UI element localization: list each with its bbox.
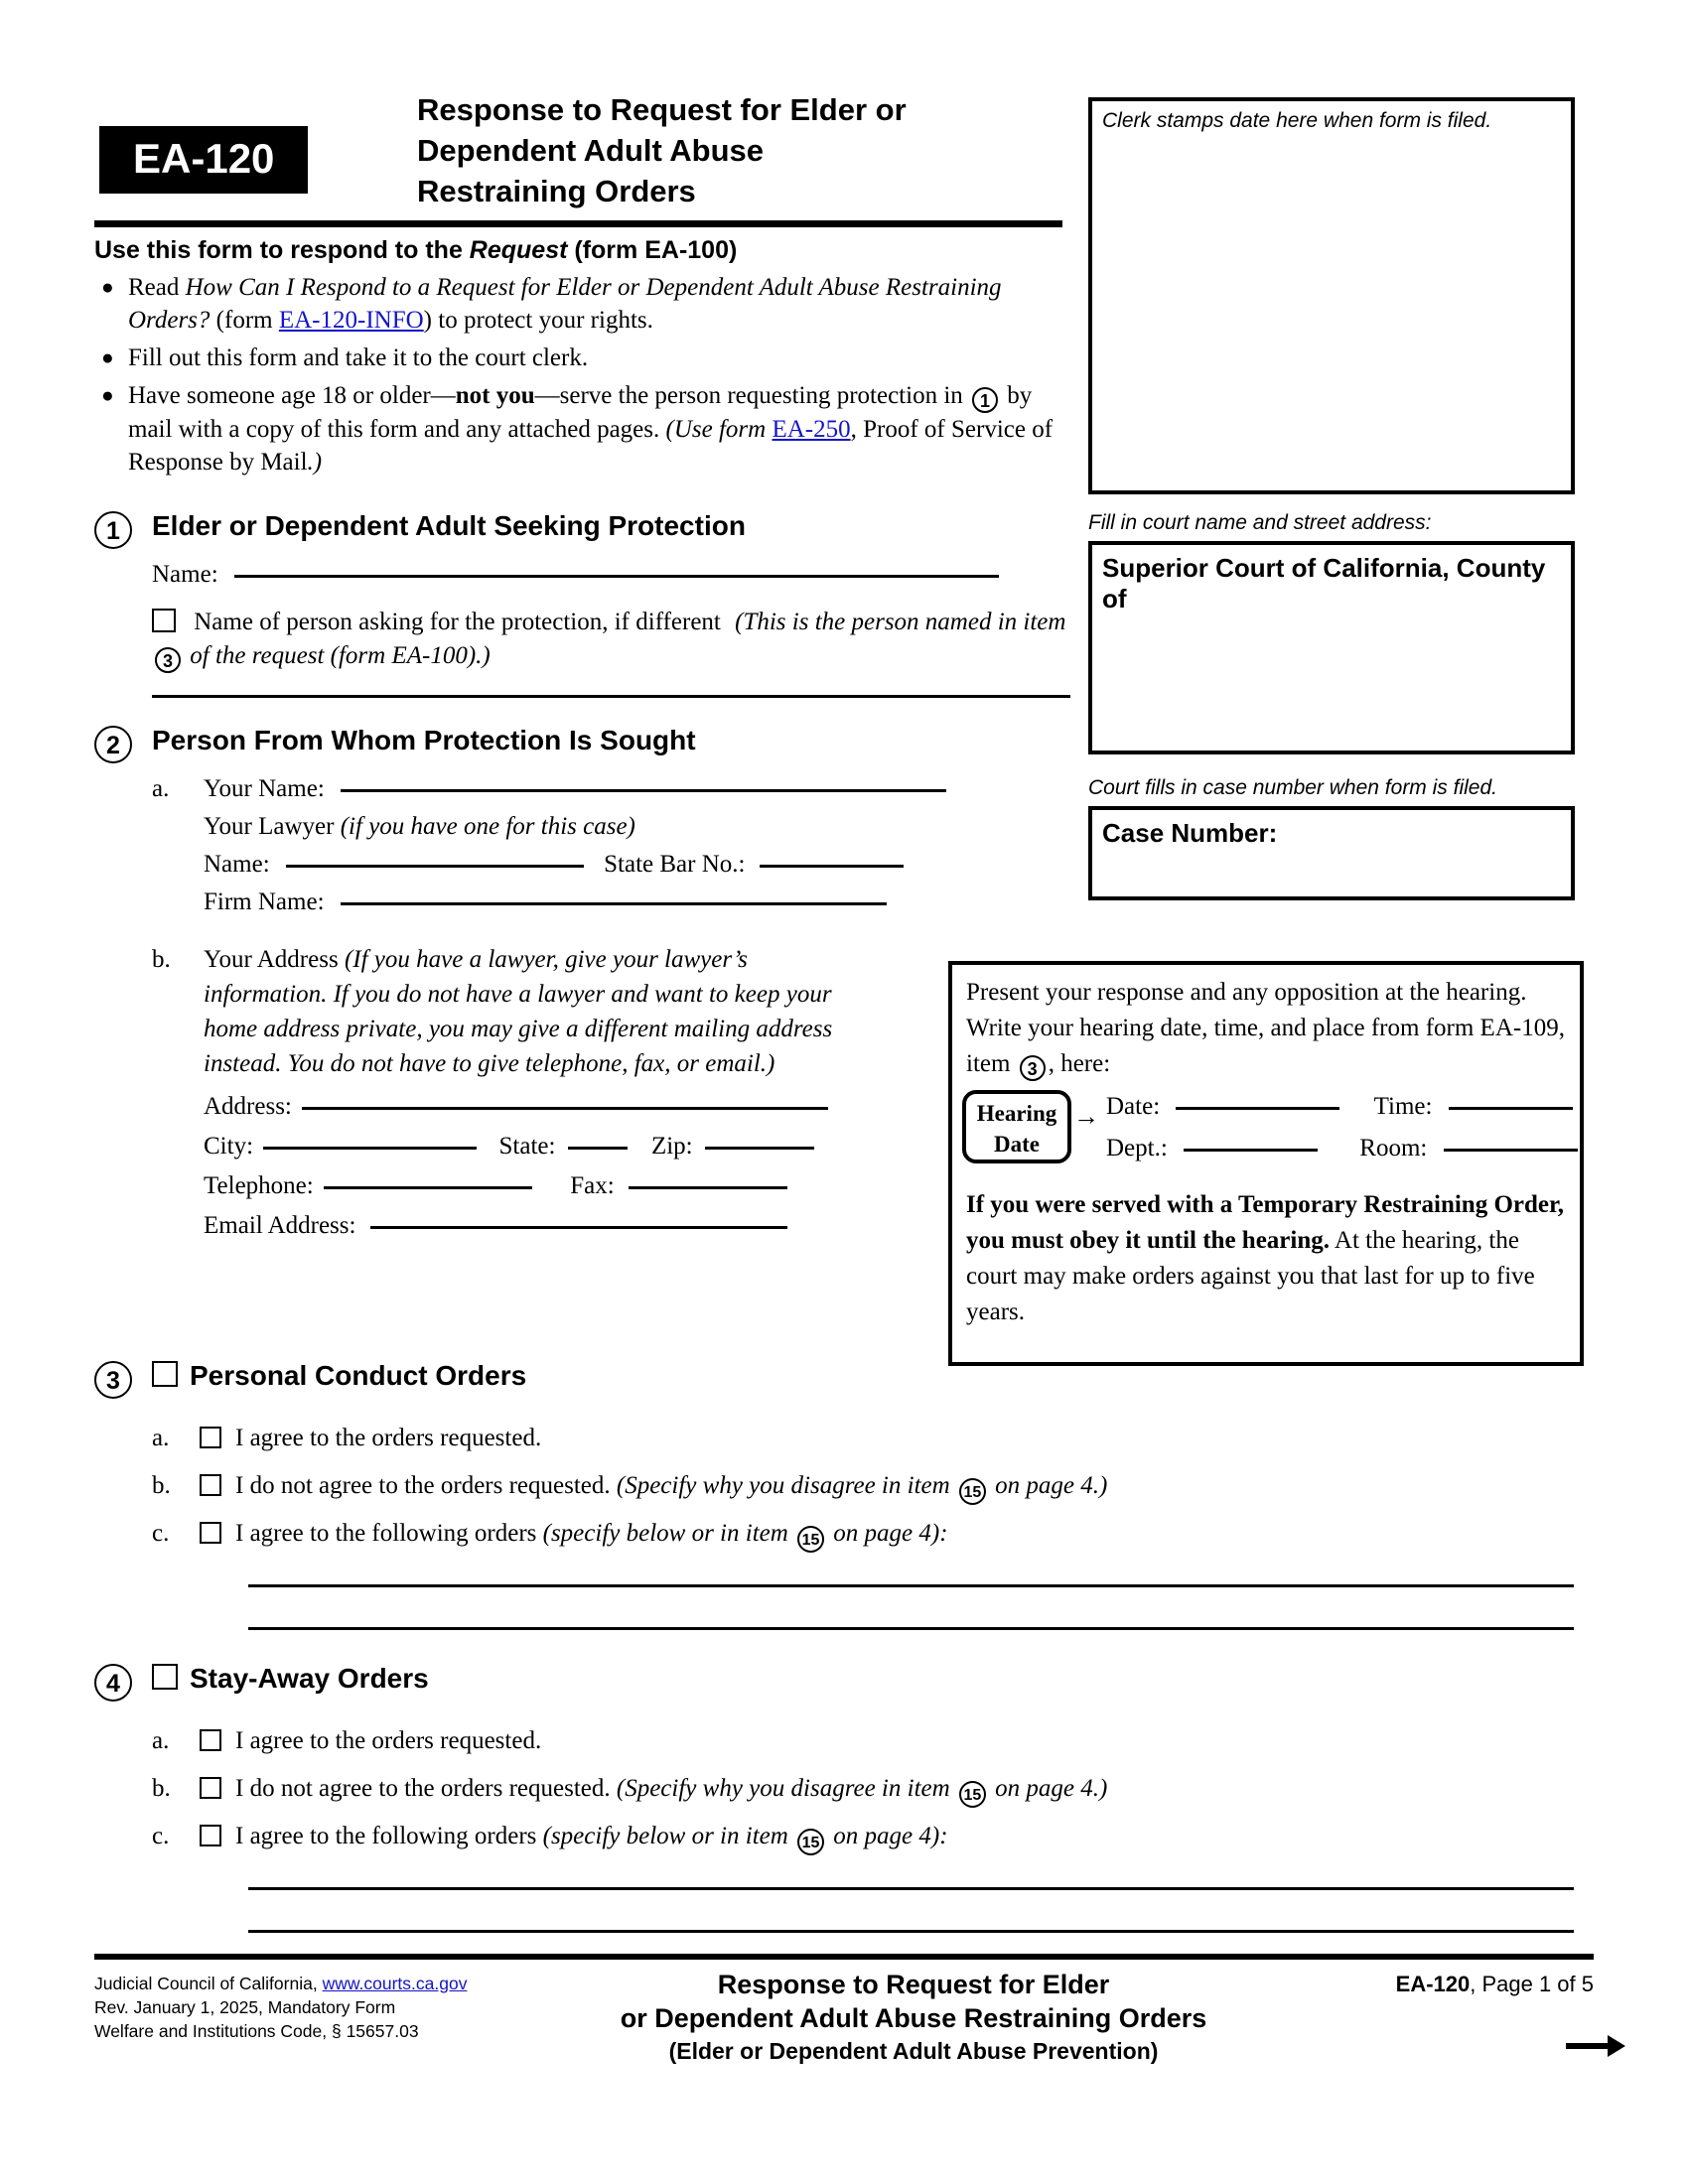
- section-3-item-b-text: I do not agree to the orders requested.: [235, 1472, 617, 1499]
- hearing-warning: [952, 1181, 1580, 1330]
- state-bar-label: State Bar No.:: [604, 851, 746, 878]
- state-input[interactable]: [568, 1147, 628, 1150]
- telephone-label: Telephone:: [204, 1172, 314, 1199]
- section-4-item-a-marker: a.: [152, 1727, 170, 1754]
- footer-form-code: EA-120: [1395, 1972, 1471, 1996]
- circled-ref-3-icon: 3: [155, 647, 181, 673]
- state-label: State:: [498, 1133, 556, 1160]
- intro-bullet-3: [94, 379, 1072, 478]
- section-3-item-c-italic: (specify below or in item: [542, 1520, 795, 1547]
- intro-bullet-2: [94, 341, 1072, 374]
- section-4-item-b-marker: b.: [152, 1775, 171, 1802]
- footer-legal-info: [94, 1972, 521, 2043]
- bullet3-p3: by mail with a copy of this form and any attached pages.: [128, 382, 1033, 443]
- section-3-write-in-line-2[interactable]: [248, 1627, 1574, 1630]
- hearing-dept-label: Dept.:: [1106, 1135, 1168, 1161]
- section-3-number-wrap: [94, 1358, 152, 1399]
- section-1-note-part-2: of the request (form EA-100).): [184, 642, 491, 669]
- section-4-item-a-text: I agree to the orders requested.: [235, 1727, 542, 1754]
- circled-ref-3-icon: 3: [1020, 1055, 1046, 1081]
- section-1-name-input[interactable]: [234, 575, 999, 578]
- link-ea-250[interactable]: EA-250: [772, 416, 851, 443]
- link-ea-120-info[interactable]: EA-120-INFO: [278, 307, 424, 334]
- hearing-time-input[interactable]: [1449, 1107, 1573, 1110]
- city-state-zip-row: [204, 1127, 1072, 1166]
- fax-label: Fax:: [570, 1172, 615, 1199]
- hearing-intro-part-2: , here:: [1048, 1050, 1111, 1077]
- section-4-header: [94, 1661, 1594, 1702]
- address-input[interactable]: [302, 1107, 828, 1110]
- circled-ref-15-icon: 15: [797, 1526, 824, 1553]
- form-code-badge: EA-120: [99, 126, 308, 194]
- section-2b-text: [204, 942, 859, 1081]
- hearing-intro-part-1: Present your response and any opposition at the hearing. Write your hearing date, time, and place from form EA-109, item: [966, 979, 1565, 1077]
- form-title-line-3: Restraining Orders: [417, 174, 696, 208]
- intro-bullet-3-text: [128, 379, 1072, 478]
- address-label: Address:: [204, 1093, 292, 1120]
- hearing-date-badge: [962, 1090, 1071, 1163]
- section-3-item-c-text: I agree to the following orders: [235, 1520, 543, 1547]
- intro-block: [94, 234, 1072, 478]
- arrow-right-icon: →: [1073, 1102, 1099, 1131]
- section-4-number-wrap: [94, 1661, 152, 1702]
- bullet1-lead: Read: [128, 274, 186, 301]
- hearing-warning-bold: If you were served with a Temporary Restraining Order, you must obey it until the hearing.: [966, 1191, 1565, 1254]
- section-3-item-b-marker: b.: [152, 1472, 171, 1499]
- section-4: [94, 1661, 1594, 1933]
- intro-heading: [94, 234, 1072, 266]
- section-number-icon: 3: [94, 1361, 132, 1399]
- footer-page-number: , Page 1 of 5: [1470, 1972, 1594, 1996]
- email-input[interactable]: [370, 1226, 787, 1229]
- section-3-item-c: [152, 1510, 1594, 1558]
- section-2a-marker: a.: [152, 775, 170, 802]
- section-3-item-c-italic-tail: on page 4):: [827, 1520, 948, 1547]
- email-row: [204, 1206, 1072, 1246]
- section-3-item-a: [152, 1415, 1594, 1462]
- intro-heading-italic: Request: [469, 236, 568, 264]
- bullet-dot-icon: ●: [101, 275, 114, 299]
- circled-ref-15-icon: 15: [797, 1829, 824, 1855]
- section-4-write-in-line-2[interactable]: [248, 1930, 1574, 1933]
- section-1-note-part-1: (This is the person named in item: [735, 609, 1066, 635]
- section-number-icon: 2: [94, 726, 132, 763]
- section-2a-row: [152, 771, 1072, 807]
- clerk-stamp-caption: Clerk stamps date here when form is filed.: [1102, 109, 1492, 132]
- bullet1-italic: How Can I Respond to a Request for Elder or Dependent Adult Abuse Restraining Orders?: [128, 274, 1002, 334]
- footer-divider: [94, 1954, 1594, 1960]
- case-number-box[interactable]: [1088, 806, 1575, 900]
- address-heading-italic: (If you have a lawyer, give your lawyer’s information. If you do not have a lawyer and want to keep your home address private, you may give a different mailing address instead. You do not have to give telephone, fax, or email.): [204, 946, 833, 1077]
- lawyer-heading-row: [204, 809, 1072, 845]
- section-1-name-row: [152, 558, 1072, 592]
- footer-title-line-2: or Dependent Adult Abuse Restraining Orders: [620, 2003, 1207, 2033]
- address-row: [204, 1087, 1072, 1127]
- bullet-dot-icon: ●: [101, 383, 114, 407]
- section-4-item-c-text: I agree to the following orders: [235, 1823, 543, 1849]
- section-4-checkbox[interactable]: [152, 1664, 178, 1690]
- lawyer-heading-italic: (if you have one for this case): [340, 813, 635, 840]
- footer-title-line-1: Response to Request for Elder: [717, 1970, 1110, 1999]
- lawyer-heading-plain: Your Lawyer: [204, 813, 341, 840]
- city-label: City:: [204, 1133, 254, 1160]
- section-1-alt-name-input[interactable]: [152, 695, 1070, 698]
- hearing-date-row: [1106, 1088, 1573, 1126]
- bullet3-p2: —serve the person requesting protection in: [534, 382, 970, 409]
- footer-title-line-3: (Elder or Dependent Adult Abuse Prevention): [668, 2038, 1159, 2064]
- section-4-item-c: [152, 1813, 1594, 1860]
- section-4-item-b-text: I do not agree to the orders requested.: [235, 1775, 617, 1802]
- intro-heading-part-1: Use this form to respond to the: [94, 236, 470, 264]
- section-2-header: [94, 723, 1072, 763]
- intro-bullet-1: [94, 271, 1072, 337]
- hearing-date-label: Date:: [1106, 1093, 1161, 1120]
- footer-page-info: [1306, 1972, 1594, 1997]
- lawyer-name-row: [204, 847, 1072, 883]
- hearing-room-input[interactable]: [1444, 1149, 1578, 1152]
- email-label: Email Address:: [204, 1212, 356, 1239]
- circled-ref-15-icon: 15: [959, 1478, 986, 1505]
- section-4-title-wrap: [152, 1661, 429, 1697]
- section-1-title: Elder or Dependent Adult Seeking Protection: [152, 510, 746, 541]
- footer-form-title: [521, 1968, 1306, 2067]
- address-heading-plain: Your Address: [204, 946, 345, 973]
- zip-input[interactable]: [705, 1147, 814, 1150]
- hearing-dept-input[interactable]: [1184, 1149, 1318, 1152]
- hearing-room-label: Room:: [1359, 1135, 1428, 1161]
- bullet3-italic-close: .): [307, 449, 323, 476]
- section-1-header: [94, 508, 1072, 549]
- hearing-time-label: Time:: [1373, 1093, 1433, 1120]
- section-1-alt-name-row: [152, 606, 1072, 673]
- hearing-dept-row: [1106, 1130, 1578, 1167]
- footer-line-2: Rev. January 1, 2025, Mandatory Form: [94, 1997, 396, 2017]
- section-3-title: Personal Conduct Orders: [190, 1360, 527, 1391]
- case-number-caption: Court fills in case number when form is filed.: [1088, 776, 1497, 799]
- firm-name-row: [204, 885, 1072, 920]
- footer-council-text: Judicial Council of California,: [94, 1974, 323, 1993]
- section-1-name-label: Name:: [152, 561, 218, 588]
- section-3-item-b-italic-tail: on page 4.): [988, 1472, 1108, 1499]
- section-2: [94, 723, 1072, 1246]
- clerk-stamp-box: [1088, 97, 1575, 494]
- section-3-item-b: [152, 1462, 1594, 1510]
- section-3-item-c-marker: c.: [152, 1520, 170, 1547]
- city-input[interactable]: [263, 1147, 477, 1150]
- zip-label: Zip:: [650, 1133, 693, 1160]
- section-4-item-c-italic-tail: on page 4):: [827, 1823, 948, 1849]
- section-4-title: Stay-Away Orders: [190, 1663, 429, 1694]
- intro-heading-part-2: (form EA-100): [567, 236, 738, 264]
- section-4-item-c-marker: c.: [152, 1823, 170, 1849]
- footer-line-1: [94, 1972, 521, 1995]
- form-title: [417, 89, 1072, 211]
- hearing-intro: [952, 965, 1580, 1082]
- bullet3-italic-open: (Use form: [665, 416, 773, 443]
- court-name-heading: Superior Court of California, County of: [1102, 553, 1546, 614]
- hearing-warning-plain: At the hearing, the court may make orders against you that last for up to five years.: [966, 1227, 1535, 1325]
- circled-ref-1-icon: 1: [972, 387, 998, 413]
- section-3-header: [94, 1358, 1594, 1399]
- lawyer-name-input[interactable]: [286, 865, 584, 868]
- section-2b-marker: b.: [152, 946, 171, 973]
- bullet-dot-icon: ●: [101, 345, 114, 369]
- section-4-write-in-line-1[interactable]: [248, 1887, 1574, 1890]
- section-1-alt-name-label: Name of person asking for the protection, if different: [194, 609, 721, 635]
- bullet3-bold: not you: [455, 382, 535, 409]
- section-number-icon: 4: [94, 1664, 132, 1702]
- bullet3-p1: Have someone age 18 or older—: [128, 382, 456, 409]
- form-title-line-1: Response to Request for Elder or: [417, 92, 907, 127]
- court-name-box[interactable]: [1088, 541, 1575, 754]
- bullet1-mid: (form: [210, 307, 279, 334]
- section-3-item-a-marker: a.: [152, 1425, 170, 1451]
- section-number-icon: 1: [94, 511, 132, 549]
- section-3-write-in-line-1[interactable]: [248, 1584, 1574, 1587]
- fax-input[interactable]: [629, 1186, 787, 1189]
- section-4-item-b-italic-tail: on page 4.): [988, 1775, 1108, 1802]
- section-3-item-a-checkbox[interactable]: [200, 1427, 221, 1448]
- bullet3-italic-tail: , Proof of Service of Response by Mail: [128, 416, 1054, 476]
- case-number-heading: Case Number:: [1102, 818, 1278, 848]
- section-4-item-b: [152, 1765, 1594, 1813]
- section-3-item-c-checkbox[interactable]: [200, 1522, 221, 1544]
- section-2-title: Person From Whom Protection Is Sought: [152, 725, 696, 755]
- firm-name-label: Firm Name:: [204, 888, 325, 915]
- section-1: [94, 508, 1072, 698]
- section-4-item-c-checkbox[interactable]: [200, 1825, 221, 1846]
- section-3-checkbox[interactable]: [152, 1361, 178, 1387]
- telephone-fax-row: [204, 1166, 1072, 1206]
- telephone-input[interactable]: [324, 1186, 532, 1189]
- section-2-number-wrap: [94, 723, 152, 763]
- intro-bullet-1-text: [128, 271, 1072, 337]
- form-title-line-2: Dependent Adult Abuse: [417, 133, 765, 168]
- circled-ref-15-icon: 15: [959, 1781, 986, 1808]
- firm-name-input[interactable]: [341, 902, 887, 905]
- header-divider: [94, 220, 1062, 227]
- section-1-number-wrap: [94, 508, 152, 549]
- section-2a-your-name-label: Your Name:: [204, 775, 325, 802]
- your-name-input[interactable]: [341, 789, 946, 792]
- section-4-item-b-checkbox[interactable]: [200, 1777, 221, 1799]
- section-3: [94, 1358, 1594, 1630]
- footer-line-3: Welfare and Institutions Code, § 15657.03: [94, 2021, 419, 2041]
- section-4-item-c-italic: (specify below or in item: [542, 1823, 795, 1849]
- section-3-item-b-italic: (Specify why you disagree in item: [616, 1472, 956, 1499]
- hearing-date-badge-line-1: Hearing: [976, 1101, 1057, 1126]
- section-3-item-a-text: I agree to the orders requested.: [235, 1425, 542, 1451]
- section-4-item-a: [152, 1717, 1594, 1765]
- section-4-item-a-checkbox[interactable]: [200, 1729, 221, 1751]
- state-bar-input[interactable]: [760, 865, 904, 868]
- intro-bullet-2-text: Fill out this form and take it to the court clerk.: [128, 344, 589, 371]
- section-3-item-b-checkbox[interactable]: [200, 1474, 221, 1496]
- hearing-date-fields: [952, 1082, 1580, 1181]
- bullet1-tail: ) to protect your rights.: [423, 307, 653, 334]
- court-box-caption: Fill in court name and street address:: [1088, 511, 1432, 534]
- section-2b-row: [152, 942, 877, 1081]
- hearing-date-badge-line-2: Date: [994, 1132, 1040, 1157]
- section-1-alt-name-checkbox[interactable]: [152, 609, 176, 632]
- hearing-date-input[interactable]: [1176, 1107, 1339, 1110]
- link-courts-ca-gov[interactable]: www.courts.ca.gov: [322, 1974, 468, 1993]
- lawyer-name-label: Name:: [204, 851, 270, 878]
- next-page-arrow-icon: [1564, 2031, 1625, 2066]
- section-4-item-b-italic: (Specify why you disagree in item: [616, 1775, 956, 1802]
- hearing-info-box: [948, 961, 1584, 1366]
- section-3-title-wrap: [152, 1358, 526, 1394]
